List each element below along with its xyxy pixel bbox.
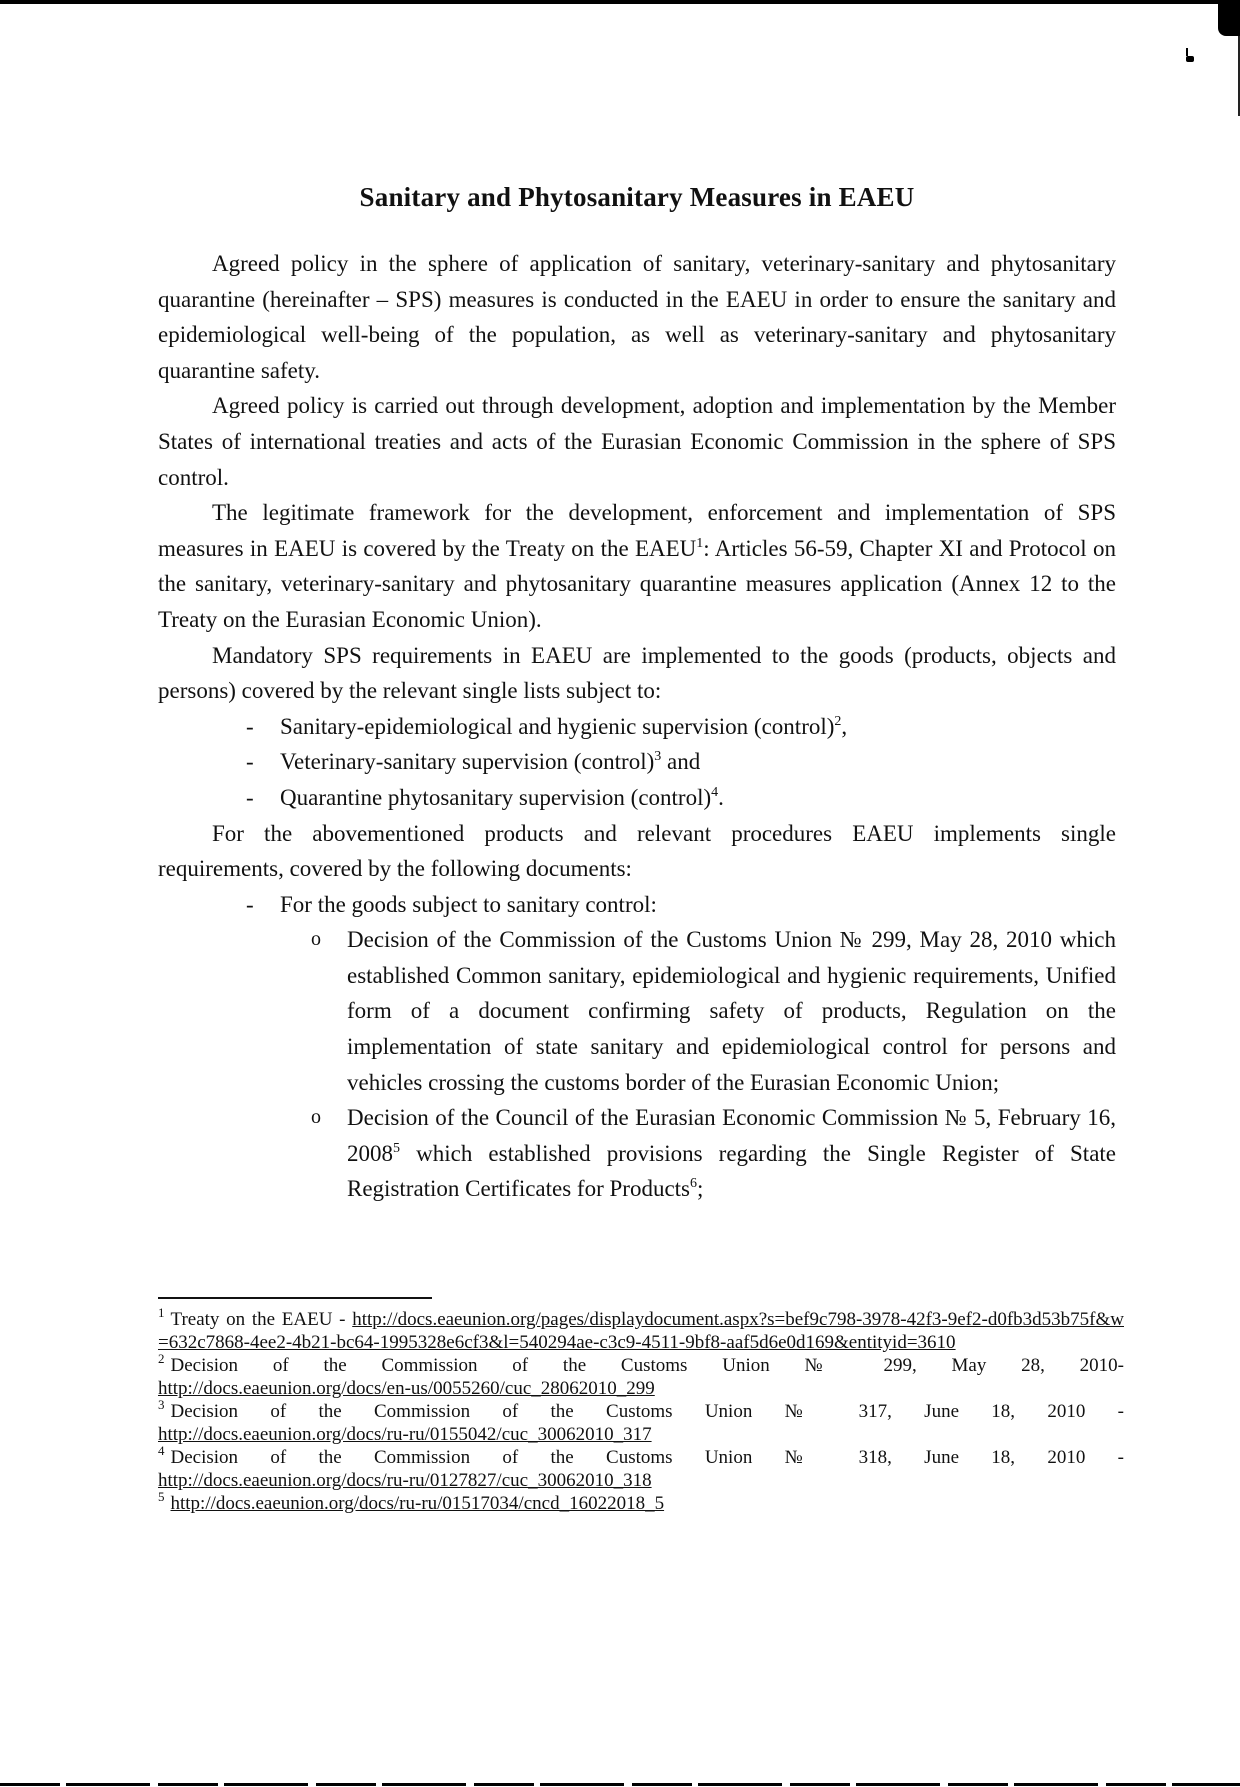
footnote-number: 3: [158, 1397, 165, 1412]
footnote-ref-6[interactable]: 6: [690, 1176, 698, 1192]
footnote-ref-3[interactable]: 3: [654, 749, 662, 765]
list-item: [246, 887, 1116, 1207]
framework-text: The legitimate framework for the development, enforcement and implementation of SPS measures in EAEU is covered by the Treaty on the EAEU: [158, 500, 1116, 561]
sublist-item-text-continued: which established provisions regarding the Single Register of State Registration Certificates for Products: [347, 1140, 1116, 1202]
footnote-ref-4[interactable]: 4: [711, 784, 719, 800]
footnote-text: Decision of the Commission of the Customs Union № 299, May 28, 2010-: [170, 1355, 1124, 1376]
footnote-3: [158, 1397, 1124, 1446]
list-item: [246, 780, 1116, 816]
sublist-item-text: Decision of the Commission of the Customs Union № 299, May 28, 2010 which established Common sanitary, epidemiological and hygienic requirements, Unified form of a document confirming safety of products, Regulation on the implementation of state sanitary and epidemiological control for persons and vehicles crossing the customs border of the Eurasian Economic Union;: [347, 927, 1116, 1095]
dash-bullet-icon: -: [246, 784, 254, 810]
paragraph-documents: For the abovementioned products and relevant procedures EAEU implements single requirements, covered by the following documents:: [158, 820, 1116, 882]
paragraph-framework: [158, 495, 1116, 637]
paragraph-policy: Agreed policy in the sphere of application of sanitary, veterinary-sanitary and phytosanitary quarantine (hereinafter – SPS) measures is conducted in the EAEU in order to ensure the sanitary and epidemiological well-being of the population, as well as veterinary-sanitary and phytosanitary quarantine safety.: [158, 251, 1116, 383]
framework-text-continued: : Articles 56-59, Chapter XI and Protocol on the sanitary, veterinary-sanitary and phytosanitary quarantine measures application (Annex 12 to the Treaty on the Eurasian Economic Union).: [158, 535, 1117, 632]
footnote-link[interactable]: http://docs.eaeunion.org/docs/ru-ru/01517034/cncd_16022018_5: [170, 1493, 665, 1514]
list-item-text: Sanitary-epidemiological and hygienic supervision (control): [280, 713, 835, 739]
footnote-text: Treaty on the EAEU -: [170, 1309, 353, 1330]
documents-list: [158, 887, 1116, 1207]
scan-speck: [1186, 56, 1194, 62]
footnote-5: [158, 1489, 1124, 1515]
footnote-number: 4: [158, 1443, 165, 1458]
list-item-text: For the goods subject to sanitary control:: [280, 891, 657, 917]
document-title: Sanitary and Phytosanitary Measures in EAEU: [359, 182, 915, 213]
footnote-link[interactable]: http://docs.eaeunion.org/docs/ru-ru/0127827/cuc_30062010_318: [158, 1470, 652, 1491]
dash-bullet-icon: -: [246, 713, 254, 739]
footnote-2: [158, 1351, 1124, 1400]
scan-corner-artifact: [1218, 0, 1240, 36]
sublist-item-text: Decision of the Council of the Eurasian Economic Commission № 5, February 16, 2008: [347, 1105, 1116, 1166]
list-item-suffix: ,: [841, 713, 848, 739]
list-item: [246, 709, 1116, 745]
circle-bullet-icon: o: [311, 1106, 321, 1129]
dash-bullet-icon: -: [246, 891, 254, 917]
paragraph-mandatory: Mandatory SPS requirements in EAEU are implemented to the goods (products, objects and persons) covered by the relevant single lists subject to:: [158, 642, 1116, 704]
footnotes: [158, 1305, 1124, 1515]
sublist-item: [311, 922, 1116, 1100]
dash-bullet-icon: -: [246, 749, 254, 775]
footnote-link[interactable]: http://docs.eaeunion.org/docs/ru-ru/0155042/cuc_30062010_317: [158, 1424, 652, 1445]
scan-speck: [1186, 48, 1188, 56]
footnote-ref-2[interactable]: 2: [834, 713, 842, 729]
footnote-ref-5[interactable]: 5: [393, 1140, 400, 1156]
document-body: [158, 246, 1116, 1207]
circle-bullet-icon: o: [311, 928, 321, 951]
footnote-separator: [158, 1297, 432, 1299]
footnote-number: 1: [158, 1305, 165, 1320]
list-item-text: Quarantine phytosanitary supervision (control): [280, 784, 712, 810]
list-item-suffix: and: [661, 749, 701, 775]
footnote-text: Decision of the Commission of the Customs Union № 317, June 18, 2010 -: [170, 1401, 1124, 1422]
list-item: [246, 744, 1116, 780]
supervision-list: [158, 709, 1116, 816]
footnote-text: Decision of the Commission of the Customs Union № 318, June 18, 2010 -: [170, 1447, 1124, 1468]
scan-edge-top: [0, 0, 1240, 4]
footnote-link[interactable]: http://docs.eaeunion.org/pages/displaydocument.aspx?s=bef9c798-3978-42f3-9ef2-d0fb3d53b75f&w=632c7868-4ee2-4b21-bc64-1995328e6cf3&l=540294ae-c3c9-4511-9bf8-aaf5d6e0d169&entityid=3610: [158, 1309, 1124, 1353]
paragraph-implementation: Agreed policy is carried out through development, adoption and implementation by the Member States of international treaties and acts of the Eurasian Economic Commission in the sphere of SPS control.: [158, 393, 1116, 490]
list-item-text: Veterinary-sanitary supervision (control): [280, 749, 655, 775]
footnote-number: 2: [158, 1351, 165, 1366]
footnote-ref-1[interactable]: 1: [696, 535, 704, 551]
footnote-link[interactable]: http://docs.eaeunion.org/docs/en-us/0055260/cuc_28062010_299: [158, 1378, 655, 1399]
sanitary-documents-sublist: [280, 922, 1116, 1207]
footnote-4: [158, 1443, 1124, 1492]
footnote-number: 5: [158, 1489, 165, 1504]
list-item-suffix: .: [718, 784, 724, 810]
scan-edge-bottom: [0, 1783, 1240, 1786]
sublist-item-suffix: ;: [697, 1176, 704, 1202]
footnote-1: [158, 1305, 1124, 1354]
sublist-item: [311, 1100, 1116, 1207]
